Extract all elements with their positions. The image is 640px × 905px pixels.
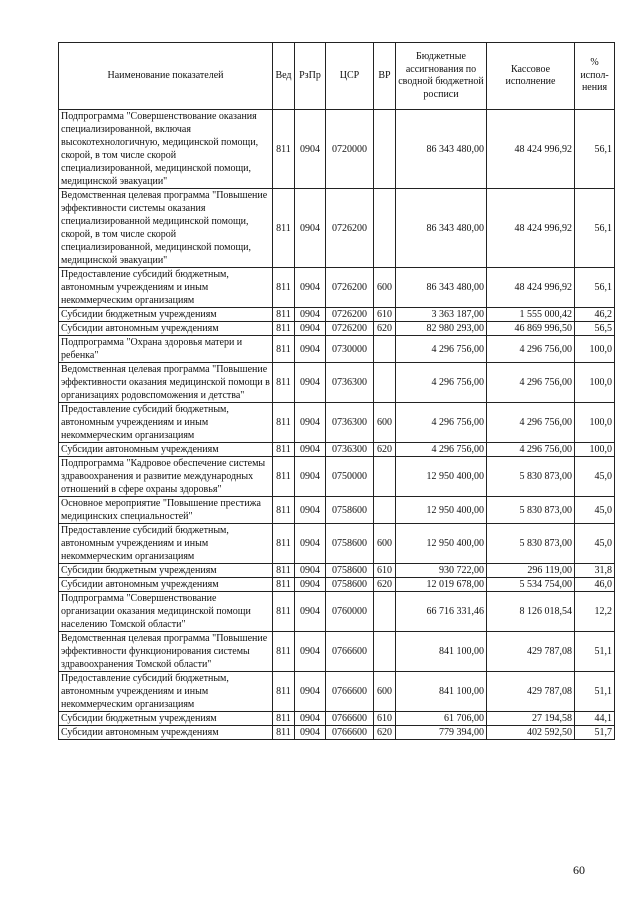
cell-pct: 100,0 [575, 403, 615, 443]
cell-ved: 811 [273, 268, 295, 308]
cell-vr: 620 [374, 322, 396, 336]
cell-cash: 48 424 996,92 [487, 110, 575, 189]
cell-rzpr: 0904 [295, 712, 326, 726]
table-row [59, 712, 615, 726]
cell-rzpr: 0904 [295, 564, 326, 578]
cell-budget: 82 980 293,00 [396, 322, 487, 336]
cell-ved: 811 [273, 110, 295, 189]
cell-rzpr: 0904 [295, 524, 326, 564]
header-rzpr: РзПр [295, 43, 326, 110]
header-cash: Кассовое исполнение [487, 43, 575, 110]
cell-csr: 0736300 [326, 403, 374, 443]
cell-budget: 4 296 756,00 [396, 336, 487, 363]
cell-ved: 811 [273, 726, 295, 740]
cell-csr: 0736300 [326, 363, 374, 403]
cell-csr: 0766600 [326, 712, 374, 726]
cell-vr: 620 [374, 578, 396, 592]
cell-csr: 0736300 [326, 443, 374, 457]
cell-ved: 811 [273, 578, 295, 592]
cell-cash: 4 296 756,00 [487, 336, 575, 363]
cell-name: Ведомственная целевая программа "Повышение эффективности оказания медицинской помощи в организациях родовспоможения и детства" [59, 363, 273, 403]
table-header-row [59, 43, 615, 110]
cell-name: Субсидии автономным учреждениям [59, 578, 273, 592]
cell-rzpr: 0904 [295, 672, 326, 712]
cell-pct: 44,1 [575, 712, 615, 726]
cell-cash: 4 296 756,00 [487, 403, 575, 443]
page-number: 60 [573, 863, 585, 877]
cell-budget: 86 343 480,00 [396, 268, 487, 308]
cell-budget: 841 100,00 [396, 632, 487, 672]
cell-pct: 45,0 [575, 457, 615, 497]
cell-csr: 0750000 [326, 457, 374, 497]
cell-budget: 12 950 400,00 [396, 457, 487, 497]
cell-cash: 48 424 996,92 [487, 189, 575, 268]
cell-csr: 0766600 [326, 632, 374, 672]
table-row [59, 189, 615, 268]
cell-name: Подпрограмма "Совершенствование организации оказания медицинской помощи населению Томской области" [59, 592, 273, 632]
cell-budget: 86 343 480,00 [396, 110, 487, 189]
cell-rzpr: 0904 [295, 268, 326, 308]
cell-vr [374, 497, 396, 524]
cell-name: Субсидии бюджетным учреждениям [59, 564, 273, 578]
cell-vr: 600 [374, 268, 396, 308]
cell-vr [374, 592, 396, 632]
header-ved: Вед [273, 43, 295, 110]
cell-cash: 5 534 754,00 [487, 578, 575, 592]
cell-rzpr: 0904 [295, 189, 326, 268]
cell-budget: 86 343 480,00 [396, 189, 487, 268]
cell-vr: 610 [374, 564, 396, 578]
cell-csr: 0726200 [326, 322, 374, 336]
cell-cash: 429 787,08 [487, 672, 575, 712]
cell-ved: 811 [273, 189, 295, 268]
cell-csr: 0726200 [326, 268, 374, 308]
table-row [59, 564, 615, 578]
table-row [59, 592, 615, 632]
cell-name: Подпрограмма "Кадровое обеспечение системы здравоохранения и развитие международных отношений в сфере охраны здоровья" [59, 457, 273, 497]
cell-pct: 100,0 [575, 443, 615, 457]
cell-ved: 811 [273, 524, 295, 564]
cell-pct: 51,7 [575, 726, 615, 740]
cell-cash: 5 830 873,00 [487, 524, 575, 564]
cell-vr [374, 632, 396, 672]
table-row [59, 322, 615, 336]
cell-name: Субсидии бюджетным учреждениям [59, 712, 273, 726]
cell-ved: 811 [273, 592, 295, 632]
cell-pct: 46,0 [575, 578, 615, 592]
cell-rzpr: 0904 [295, 457, 326, 497]
cell-cash: 4 296 756,00 [487, 363, 575, 403]
cell-budget: 3 363 187,00 [396, 308, 487, 322]
cell-csr: 0766600 [326, 672, 374, 712]
cell-rzpr: 0904 [295, 363, 326, 403]
table-row [59, 632, 615, 672]
cell-cash: 46 869 996,50 [487, 322, 575, 336]
cell-pct: 56,1 [575, 189, 615, 268]
cell-rzpr: 0904 [295, 322, 326, 336]
table-row [59, 110, 615, 189]
cell-cash: 1 555 000,42 [487, 308, 575, 322]
cell-cash: 8 126 018,54 [487, 592, 575, 632]
cell-pct: 100,0 [575, 336, 615, 363]
cell-vr: 620 [374, 726, 396, 740]
table-row [59, 268, 615, 308]
cell-name: Субсидии автономным учреждениям [59, 443, 273, 457]
cell-csr: 0726200 [326, 189, 374, 268]
cell-pct: 12,2 [575, 592, 615, 632]
cell-rzpr: 0904 [295, 336, 326, 363]
cell-pct: 51,1 [575, 672, 615, 712]
cell-budget: 841 100,00 [396, 672, 487, 712]
cell-vr [374, 110, 396, 189]
cell-vr [374, 336, 396, 363]
cell-pct: 56,1 [575, 110, 615, 189]
table-row [59, 403, 615, 443]
cell-csr: 0758600 [326, 497, 374, 524]
table-row [59, 672, 615, 712]
cell-vr: 610 [374, 712, 396, 726]
table-row [59, 336, 615, 363]
cell-cash: 5 830 873,00 [487, 457, 575, 497]
cell-budget: 930 722,00 [396, 564, 487, 578]
cell-ved: 811 [273, 712, 295, 726]
cell-rzpr: 0904 [295, 403, 326, 443]
cell-budget: 4 296 756,00 [396, 363, 487, 403]
cell-name: Подпрограмма "Совершенствование оказания специализированной, включая высокотехнологичную, медицинской помощи, скорой, в том числе скорой специализированной, медицинской помощи, медицинской эвакуации" [59, 110, 273, 189]
cell-csr: 0720000 [326, 110, 374, 189]
cell-rzpr: 0904 [295, 110, 326, 189]
header-pct: % испол-нения [575, 43, 615, 110]
table-row [59, 363, 615, 403]
cell-budget: 4 296 756,00 [396, 443, 487, 457]
table-body [59, 110, 615, 740]
cell-rzpr: 0904 [295, 592, 326, 632]
cell-ved: 811 [273, 497, 295, 524]
header-budget: Бюджетные ассигнования по сводной бюджетной росписи [396, 43, 487, 110]
table-row [59, 443, 615, 457]
table-row [59, 497, 615, 524]
cell-rzpr: 0904 [295, 443, 326, 457]
cell-name: Подпрограмма "Охрана здоровья матери и ребенка" [59, 336, 273, 363]
cell-rzpr: 0904 [295, 578, 326, 592]
cell-cash: 27 194,58 [487, 712, 575, 726]
cell-name: Предоставление субсидий бюджетным, автономным учреждениям и иным некоммерческим организациям [59, 268, 273, 308]
cell-cash: 296 119,00 [487, 564, 575, 578]
cell-budget: 12 950 400,00 [396, 524, 487, 564]
table-row [59, 524, 615, 564]
cell-cash: 48 424 996,92 [487, 268, 575, 308]
cell-ved: 811 [273, 308, 295, 322]
cell-name: Предоставление субсидий бюджетным, автономным учреждениям и иным некоммерческим организациям [59, 524, 273, 564]
cell-budget: 779 394,00 [396, 726, 487, 740]
cell-cash: 5 830 873,00 [487, 497, 575, 524]
cell-name: Субсидии автономным учреждениям [59, 726, 273, 740]
cell-rzpr: 0904 [295, 308, 326, 322]
table-row [59, 578, 615, 592]
cell-pct: 100,0 [575, 363, 615, 403]
cell-pct: 45,0 [575, 497, 615, 524]
cell-budget: 12 019 678,00 [396, 578, 487, 592]
cell-ved: 811 [273, 457, 295, 497]
cell-vr: 620 [374, 443, 396, 457]
cell-csr: 0730000 [326, 336, 374, 363]
cell-budget: 12 950 400,00 [396, 497, 487, 524]
cell-csr: 0760000 [326, 592, 374, 632]
cell-rzpr: 0904 [295, 726, 326, 740]
cell-ved: 811 [273, 632, 295, 672]
cell-csr: 0726200 [326, 308, 374, 322]
cell-name: Ведомственная целевая программа "Повышение эффективности функционирования системы здравоохранения Томской области" [59, 632, 273, 672]
cell-csr: 0758600 [326, 524, 374, 564]
cell-pct: 56,5 [575, 322, 615, 336]
cell-budget: 66 716 331,46 [396, 592, 487, 632]
cell-rzpr: 0904 [295, 497, 326, 524]
cell-pct: 46,2 [575, 308, 615, 322]
cell-vr: 600 [374, 403, 396, 443]
header-name: Наименование показателей [59, 43, 273, 110]
cell-csr: 0758600 [326, 578, 374, 592]
cell-name: Ведомственная целевая программа "Повышение эффективности системы оказания специализированной медицинской помощи, скорой, в том числе скорой специализированной, медицинской помощи, медицинской эвакуации" [59, 189, 273, 268]
cell-vr [374, 457, 396, 497]
cell-pct: 45,0 [575, 524, 615, 564]
cell-budget: 4 296 756,00 [396, 403, 487, 443]
cell-ved: 811 [273, 443, 295, 457]
cell-cash: 4 296 756,00 [487, 443, 575, 457]
cell-vr [374, 189, 396, 268]
header-csr: ЦСР [326, 43, 374, 110]
cell-ved: 811 [273, 564, 295, 578]
cell-name: Предоставление субсидий бюджетным, автономным учреждениям и иным некоммерческим организациям [59, 403, 273, 443]
cell-vr: 600 [374, 524, 396, 564]
cell-vr: 610 [374, 308, 396, 322]
cell-csr: 0758600 [326, 564, 374, 578]
cell-vr: 600 [374, 672, 396, 712]
cell-cash: 402 592,50 [487, 726, 575, 740]
cell-pct: 56,1 [575, 268, 615, 308]
cell-ved: 811 [273, 336, 295, 363]
cell-name: Субсидии автономным учреждениям [59, 322, 273, 336]
table-row [59, 308, 615, 322]
cell-ved: 811 [273, 363, 295, 403]
cell-csr: 0766600 [326, 726, 374, 740]
cell-budget: 61 706,00 [396, 712, 487, 726]
cell-name: Субсидии бюджетным учреждениям [59, 308, 273, 322]
cell-cash: 429 787,08 [487, 632, 575, 672]
header-vr: ВР [374, 43, 396, 110]
budget-execution-table [58, 42, 615, 740]
cell-rzpr: 0904 [295, 632, 326, 672]
table-row [59, 457, 615, 497]
cell-name: Предоставление субсидий бюджетным, автономным учреждениям и иным некоммерческим организациям [59, 672, 273, 712]
table-row [59, 726, 615, 740]
cell-pct: 51,1 [575, 632, 615, 672]
cell-ved: 811 [273, 403, 295, 443]
cell-ved: 811 [273, 672, 295, 712]
cell-ved: 811 [273, 322, 295, 336]
cell-pct: 31,8 [575, 564, 615, 578]
cell-name: Основное мероприятие "Повышение престижа медицинских специальностей" [59, 497, 273, 524]
cell-vr [374, 363, 396, 403]
